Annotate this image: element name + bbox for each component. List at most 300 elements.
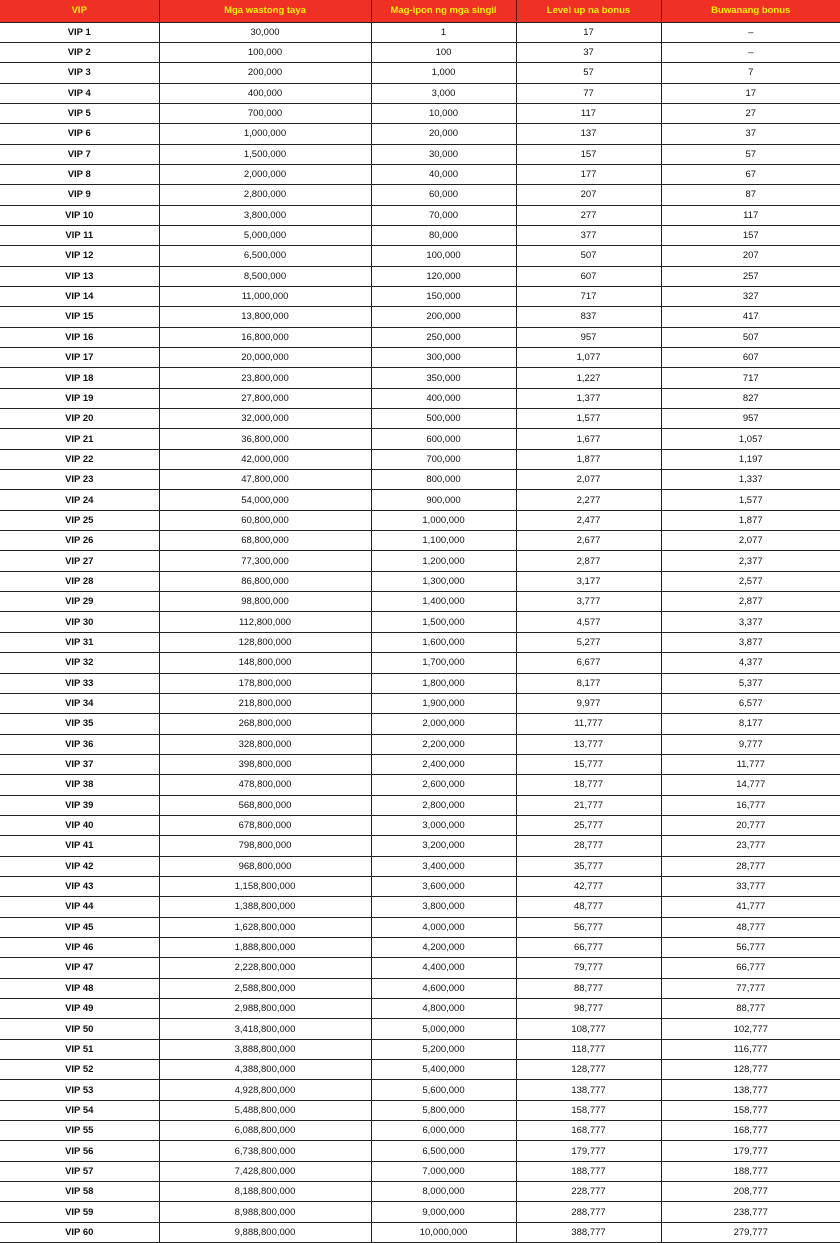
- level-up-bonus-cell: 48,777: [516, 897, 661, 917]
- monthly-bonus-cell: 88,777: [661, 999, 840, 1019]
- table-row: [0, 795, 840, 815]
- monthly-bonus-cell: 11,777: [661, 754, 840, 774]
- vip-level-cell: VIP 7: [0, 144, 159, 164]
- vip-level-cell: VIP 29: [0, 592, 159, 612]
- deposits-cell: 8,000,000: [371, 1182, 516, 1202]
- monthly-bonus-cell: 17: [661, 83, 840, 103]
- level-up-bonus-cell: 2,077: [516, 470, 661, 490]
- valid-bets-cell: 7,428,800,000: [159, 1161, 371, 1181]
- valid-bets-cell: 178,800,000: [159, 673, 371, 693]
- vip-level-cell: VIP 20: [0, 409, 159, 429]
- level-up-bonus-cell: 117: [516, 103, 661, 123]
- deposits-cell: 1,000,000: [371, 510, 516, 530]
- table-row: [0, 225, 840, 245]
- vip-level-cell: VIP 27: [0, 551, 159, 571]
- valid-bets-cell: 5,488,800,000: [159, 1100, 371, 1120]
- vip-level-cell: VIP 28: [0, 571, 159, 591]
- vip-level-cell: VIP 3: [0, 63, 159, 83]
- deposits-cell: 20,000: [371, 124, 516, 144]
- monthly-bonus-cell: 28,777: [661, 856, 840, 876]
- deposits-cell: 9,000,000: [371, 1202, 516, 1222]
- vip-level-cell: VIP 48: [0, 978, 159, 998]
- table-row: [0, 388, 840, 408]
- vip-level-cell: VIP 16: [0, 327, 159, 347]
- valid-bets-cell: 112,800,000: [159, 612, 371, 632]
- valid-bets-cell: 200,000: [159, 63, 371, 83]
- table-row: [0, 185, 840, 205]
- deposits-cell: 70,000: [371, 205, 516, 225]
- table-row: [0, 1100, 840, 1120]
- table-row: [0, 1080, 840, 1100]
- level-up-bonus-cell: 15,777: [516, 754, 661, 774]
- monthly-bonus-cell: 138,777: [661, 1080, 840, 1100]
- deposits-cell: 1,300,000: [371, 571, 516, 591]
- level-up-bonus-cell: 42,777: [516, 876, 661, 896]
- deposits-cell: 2,200,000: [371, 734, 516, 754]
- table-row: [0, 144, 840, 164]
- deposits-cell: 80,000: [371, 225, 516, 245]
- valid-bets-cell: 8,188,800,000: [159, 1182, 371, 1202]
- monthly-bonus-cell: 48,777: [661, 917, 840, 937]
- deposits-cell: 3,200,000: [371, 836, 516, 856]
- vip-level-cell: VIP 13: [0, 266, 159, 286]
- deposits-cell: 2,800,000: [371, 795, 516, 815]
- valid-bets-cell: 23,800,000: [159, 368, 371, 388]
- level-up-bonus-cell: 77: [516, 83, 661, 103]
- monthly-bonus-cell: 41,777: [661, 897, 840, 917]
- table-row: [0, 470, 840, 490]
- vip-level-cell: VIP 2: [0, 42, 159, 62]
- level-up-bonus-cell: 118,777: [516, 1039, 661, 1059]
- vip-level-cell: VIP 21: [0, 429, 159, 449]
- vip-level-cell: VIP 40: [0, 815, 159, 835]
- level-up-bonus-cell: 188,777: [516, 1161, 661, 1181]
- deposits-cell: 1,500,000: [371, 612, 516, 632]
- monthly-bonus-cell: –: [661, 22, 840, 42]
- monthly-bonus-cell: 14,777: [661, 775, 840, 795]
- valid-bets-cell: 8,988,800,000: [159, 1202, 371, 1222]
- valid-bets-cell: 1,388,800,000: [159, 897, 371, 917]
- valid-bets-cell: 98,800,000: [159, 592, 371, 612]
- level-up-bonus-cell: 1,677: [516, 429, 661, 449]
- vip-level-cell: VIP 10: [0, 205, 159, 225]
- vip-level-cell: VIP 55: [0, 1121, 159, 1141]
- monthly-bonus-cell: 179,777: [661, 1141, 840, 1161]
- vip-level-cell: VIP 26: [0, 531, 159, 551]
- level-up-bonus-cell: 2,677: [516, 531, 661, 551]
- valid-bets-cell: 1,500,000: [159, 144, 371, 164]
- valid-bets-cell: 1,888,800,000: [159, 937, 371, 957]
- monthly-bonus-cell: 2,577: [661, 571, 840, 591]
- deposits-cell: 1,100,000: [371, 531, 516, 551]
- table-row: [0, 286, 840, 306]
- vip-level-cell: VIP 1: [0, 22, 159, 42]
- deposits-cell: 6,000,000: [371, 1121, 516, 1141]
- level-up-bonus-cell: 388,777: [516, 1222, 661, 1242]
- level-up-bonus-cell: 377: [516, 225, 661, 245]
- deposits-cell: 2,000,000: [371, 714, 516, 734]
- valid-bets-cell: 9,888,800,000: [159, 1222, 371, 1242]
- vip-level-cell: VIP 9: [0, 185, 159, 205]
- level-up-bonus-cell: 66,777: [516, 937, 661, 957]
- valid-bets-cell: 32,000,000: [159, 409, 371, 429]
- deposits-cell: 5,000,000: [371, 1019, 516, 1039]
- valid-bets-cell: 2,588,800,000: [159, 978, 371, 998]
- deposits-cell: 250,000: [371, 327, 516, 347]
- level-up-bonus-cell: 177: [516, 164, 661, 184]
- deposits-cell: 3,800,000: [371, 897, 516, 917]
- header-valid-bets: Mga wastong taya: [159, 0, 371, 22]
- vip-level-cell: VIP 17: [0, 348, 159, 368]
- deposits-cell: 150,000: [371, 286, 516, 306]
- monthly-bonus-cell: 56,777: [661, 937, 840, 957]
- monthly-bonus-cell: 6,577: [661, 693, 840, 713]
- vip-level-cell: VIP 6: [0, 124, 159, 144]
- valid-bets-cell: 6,088,800,000: [159, 1121, 371, 1141]
- deposits-cell: 100,000: [371, 246, 516, 266]
- deposits-cell: 40,000: [371, 164, 516, 184]
- valid-bets-cell: 2,000,000: [159, 164, 371, 184]
- level-up-bonus-cell: 607: [516, 266, 661, 286]
- table-row: [0, 531, 840, 551]
- valid-bets-cell: 6,738,800,000: [159, 1141, 371, 1161]
- level-up-bonus-cell: 4,577: [516, 612, 661, 632]
- table-row: [0, 124, 840, 144]
- table-row: [0, 409, 840, 429]
- level-up-bonus-cell: 2,277: [516, 490, 661, 510]
- level-up-bonus-cell: 25,777: [516, 815, 661, 835]
- monthly-bonus-cell: 7: [661, 63, 840, 83]
- valid-bets-cell: 400,000: [159, 83, 371, 103]
- deposits-cell: 2,600,000: [371, 775, 516, 795]
- table-row: [0, 449, 840, 469]
- level-up-bonus-cell: 1,377: [516, 388, 661, 408]
- table-header-row: [0, 0, 840, 22]
- header-level-up-bonus: Level up na bonus: [516, 0, 661, 22]
- level-up-bonus-cell: 3,177: [516, 571, 661, 591]
- vip-level-cell: VIP 18: [0, 368, 159, 388]
- valid-bets-cell: 11,000,000: [159, 286, 371, 306]
- valid-bets-cell: 268,800,000: [159, 714, 371, 734]
- deposits-cell: 3,000,000: [371, 815, 516, 835]
- vip-level-cell: VIP 60: [0, 1222, 159, 1242]
- monthly-bonus-cell: 16,777: [661, 795, 840, 815]
- deposits-cell: 350,000: [371, 368, 516, 388]
- valid-bets-cell: 27,800,000: [159, 388, 371, 408]
- vip-level-cell: VIP 31: [0, 632, 159, 652]
- vip-level-cell: VIP 59: [0, 1202, 159, 1222]
- deposits-cell: 7,000,000: [371, 1161, 516, 1181]
- table-row: [0, 734, 840, 754]
- vip-level-cell: VIP 45: [0, 917, 159, 937]
- table-row: [0, 510, 840, 530]
- vip-level-cell: VIP 58: [0, 1182, 159, 1202]
- deposits-cell: 200,000: [371, 307, 516, 327]
- vip-level-cell: VIP 15: [0, 307, 159, 327]
- vip-level-cell: VIP 32: [0, 653, 159, 673]
- header-monthly-bonus: Buwanang bonus: [661, 0, 840, 22]
- vip-level-cell: VIP 22: [0, 449, 159, 469]
- deposits-cell: 1,700,000: [371, 653, 516, 673]
- monthly-bonus-cell: 102,777: [661, 1019, 840, 1039]
- deposits-cell: 10,000,000: [371, 1222, 516, 1242]
- vip-level-cell: VIP 12: [0, 246, 159, 266]
- table-row: [0, 205, 840, 225]
- valid-bets-cell: 36,800,000: [159, 429, 371, 449]
- level-up-bonus-cell: 957: [516, 327, 661, 347]
- vip-level-cell: VIP 57: [0, 1161, 159, 1181]
- table-row: [0, 937, 840, 957]
- level-up-bonus-cell: 2,877: [516, 551, 661, 571]
- table-row: [0, 1161, 840, 1181]
- deposits-cell: 4,000,000: [371, 917, 516, 937]
- deposits-cell: 800,000: [371, 470, 516, 490]
- level-up-bonus-cell: 1,227: [516, 368, 661, 388]
- table-row: [0, 103, 840, 123]
- vip-level-cell: VIP 24: [0, 490, 159, 510]
- vip-level-cell: VIP 56: [0, 1141, 159, 1161]
- monthly-bonus-cell: 1,877: [661, 510, 840, 530]
- monthly-bonus-cell: 66,777: [661, 958, 840, 978]
- vip-level-cell: VIP 34: [0, 693, 159, 713]
- vip-level-cell: VIP 50: [0, 1019, 159, 1039]
- monthly-bonus-cell: 23,777: [661, 836, 840, 856]
- table-row: [0, 266, 840, 286]
- table-row: [0, 693, 840, 713]
- table-row: [0, 592, 840, 612]
- deposits-cell: 3,600,000: [371, 876, 516, 896]
- valid-bets-cell: 2,988,800,000: [159, 999, 371, 1019]
- monthly-bonus-cell: 157: [661, 225, 840, 245]
- valid-bets-cell: 54,000,000: [159, 490, 371, 510]
- monthly-bonus-cell: 3,377: [661, 612, 840, 632]
- level-up-bonus-cell: 37: [516, 42, 661, 62]
- level-up-bonus-cell: 168,777: [516, 1121, 661, 1141]
- deposits-cell: 10,000: [371, 103, 516, 123]
- valid-bets-cell: 100,000: [159, 42, 371, 62]
- level-up-bonus-cell: 108,777: [516, 1019, 661, 1039]
- valid-bets-cell: 86,800,000: [159, 571, 371, 591]
- vip-level-cell: VIP 42: [0, 856, 159, 876]
- level-up-bonus-cell: 1,877: [516, 449, 661, 469]
- valid-bets-cell: 678,800,000: [159, 815, 371, 835]
- table-row: [0, 1182, 840, 1202]
- monthly-bonus-cell: 1,197: [661, 449, 840, 469]
- valid-bets-cell: 8,500,000: [159, 266, 371, 286]
- level-up-bonus-cell: 2,477: [516, 510, 661, 530]
- level-up-bonus-cell: 8,177: [516, 673, 661, 693]
- vip-level-cell: VIP 41: [0, 836, 159, 856]
- monthly-bonus-cell: 3,877: [661, 632, 840, 652]
- deposits-cell: 1: [371, 22, 516, 42]
- monthly-bonus-cell: 9,777: [661, 734, 840, 754]
- valid-bets-cell: 1,628,800,000: [159, 917, 371, 937]
- vip-level-cell: VIP 49: [0, 999, 159, 1019]
- valid-bets-cell: 148,800,000: [159, 653, 371, 673]
- table-row: [0, 348, 840, 368]
- level-up-bonus-cell: 157: [516, 144, 661, 164]
- valid-bets-cell: 60,800,000: [159, 510, 371, 530]
- valid-bets-cell: 4,388,800,000: [159, 1060, 371, 1080]
- deposits-cell: 700,000: [371, 449, 516, 469]
- deposits-cell: 4,200,000: [371, 937, 516, 957]
- level-up-bonus-cell: 207: [516, 185, 661, 205]
- valid-bets-cell: 568,800,000: [159, 795, 371, 815]
- level-up-bonus-cell: 179,777: [516, 1141, 661, 1161]
- monthly-bonus-cell: 1,057: [661, 429, 840, 449]
- level-up-bonus-cell: 79,777: [516, 958, 661, 978]
- level-up-bonus-cell: 18,777: [516, 775, 661, 795]
- deposits-cell: 300,000: [371, 348, 516, 368]
- table-row: [0, 1141, 840, 1161]
- vip-level-cell: VIP 11: [0, 225, 159, 245]
- table-body: [0, 22, 840, 1243]
- table-row: [0, 327, 840, 347]
- monthly-bonus-cell: 8,177: [661, 714, 840, 734]
- valid-bets-cell: 968,800,000: [159, 856, 371, 876]
- table-row: [0, 1019, 840, 1039]
- table-row: [0, 83, 840, 103]
- vip-level-cell: VIP 25: [0, 510, 159, 530]
- monthly-bonus-cell: 238,777: [661, 1202, 840, 1222]
- level-up-bonus-cell: 56,777: [516, 917, 661, 937]
- valid-bets-cell: 328,800,000: [159, 734, 371, 754]
- valid-bets-cell: 6,500,000: [159, 246, 371, 266]
- vip-level-cell: VIP 33: [0, 673, 159, 693]
- table-row: [0, 22, 840, 42]
- monthly-bonus-cell: 87: [661, 185, 840, 205]
- level-up-bonus-cell: 9,977: [516, 693, 661, 713]
- level-up-bonus-cell: 17: [516, 22, 661, 42]
- table-row: [0, 1121, 840, 1141]
- vip-level-cell: VIP 14: [0, 286, 159, 306]
- deposits-cell: 30,000: [371, 144, 516, 164]
- valid-bets-cell: 4,928,800,000: [159, 1080, 371, 1100]
- table-row: [0, 815, 840, 835]
- valid-bets-cell: 20,000,000: [159, 348, 371, 368]
- monthly-bonus-cell: 116,777: [661, 1039, 840, 1059]
- level-up-bonus-cell: 228,777: [516, 1182, 661, 1202]
- valid-bets-cell: 1,158,800,000: [159, 876, 371, 896]
- deposits-cell: 2,400,000: [371, 754, 516, 774]
- vip-level-cell: VIP 44: [0, 897, 159, 917]
- valid-bets-cell: 5,000,000: [159, 225, 371, 245]
- level-up-bonus-cell: 98,777: [516, 999, 661, 1019]
- table-row: [0, 307, 840, 327]
- table-row: [0, 673, 840, 693]
- table-row: [0, 551, 840, 571]
- table-row: [0, 490, 840, 510]
- valid-bets-cell: 3,418,800,000: [159, 1019, 371, 1039]
- monthly-bonus-cell: 327: [661, 286, 840, 306]
- vip-level-cell: VIP 43: [0, 876, 159, 896]
- header-vip: VIP: [0, 0, 159, 22]
- table-row: [0, 775, 840, 795]
- deposits-cell: 1,900,000: [371, 693, 516, 713]
- level-up-bonus-cell: 1,577: [516, 409, 661, 429]
- deposits-cell: 4,800,000: [371, 999, 516, 1019]
- monthly-bonus-cell: 207: [661, 246, 840, 266]
- table-row: [0, 1039, 840, 1059]
- table-row: [0, 958, 840, 978]
- monthly-bonus-cell: 957: [661, 409, 840, 429]
- level-up-bonus-cell: 158,777: [516, 1100, 661, 1120]
- valid-bets-cell: 798,800,000: [159, 836, 371, 856]
- level-up-bonus-cell: 11,777: [516, 714, 661, 734]
- deposits-cell: 5,400,000: [371, 1060, 516, 1080]
- table-row: [0, 917, 840, 937]
- monthly-bonus-cell: 417: [661, 307, 840, 327]
- monthly-bonus-cell: 827: [661, 388, 840, 408]
- level-up-bonus-cell: 128,777: [516, 1060, 661, 1080]
- level-up-bonus-cell: 35,777: [516, 856, 661, 876]
- deposits-cell: 500,000: [371, 409, 516, 429]
- deposits-cell: 400,000: [371, 388, 516, 408]
- table-row: [0, 246, 840, 266]
- deposits-cell: 3,400,000: [371, 856, 516, 876]
- valid-bets-cell: 13,800,000: [159, 307, 371, 327]
- deposits-cell: 60,000: [371, 185, 516, 205]
- monthly-bonus-cell: 607: [661, 348, 840, 368]
- table-row: [0, 978, 840, 998]
- deposits-cell: 1,000: [371, 63, 516, 83]
- valid-bets-cell: 77,300,000: [159, 551, 371, 571]
- vip-level-cell: VIP 23: [0, 470, 159, 490]
- valid-bets-cell: 1,000,000: [159, 124, 371, 144]
- valid-bets-cell: 2,228,800,000: [159, 958, 371, 978]
- monthly-bonus-cell: –: [661, 42, 840, 62]
- vip-level-cell: VIP 35: [0, 714, 159, 734]
- level-up-bonus-cell: 21,777: [516, 795, 661, 815]
- level-up-bonus-cell: 3,777: [516, 592, 661, 612]
- level-up-bonus-cell: 57: [516, 63, 661, 83]
- valid-bets-cell: 2,800,000: [159, 185, 371, 205]
- level-up-bonus-cell: 13,777: [516, 734, 661, 754]
- valid-bets-cell: 47,800,000: [159, 470, 371, 490]
- deposits-cell: 1,400,000: [371, 592, 516, 612]
- vip-level-cell: VIP 39: [0, 795, 159, 815]
- level-up-bonus-cell: 1,077: [516, 348, 661, 368]
- monthly-bonus-cell: 2,877: [661, 592, 840, 612]
- table-row: [0, 612, 840, 632]
- level-up-bonus-cell: 137: [516, 124, 661, 144]
- vip-level-cell: VIP 4: [0, 83, 159, 103]
- vip-level-cell: VIP 46: [0, 937, 159, 957]
- monthly-bonus-cell: 77,777: [661, 978, 840, 998]
- vip-level-cell: VIP 52: [0, 1060, 159, 1080]
- monthly-bonus-cell: 2,377: [661, 551, 840, 571]
- vip-level-cell: VIP 36: [0, 734, 159, 754]
- table-row: [0, 1060, 840, 1080]
- table-row: [0, 653, 840, 673]
- table-row: [0, 632, 840, 652]
- monthly-bonus-cell: 257: [661, 266, 840, 286]
- level-up-bonus-cell: 28,777: [516, 836, 661, 856]
- monthly-bonus-cell: 507: [661, 327, 840, 347]
- valid-bets-cell: 3,800,000: [159, 205, 371, 225]
- table-row: [0, 999, 840, 1019]
- deposits-cell: 5,600,000: [371, 1080, 516, 1100]
- monthly-bonus-cell: 57: [661, 144, 840, 164]
- monthly-bonus-cell: 208,777: [661, 1182, 840, 1202]
- level-up-bonus-cell: 717: [516, 286, 661, 306]
- level-up-bonus-cell: 5,277: [516, 632, 661, 652]
- deposits-cell: 1,600,000: [371, 632, 516, 652]
- monthly-bonus-cell: 128,777: [661, 1060, 840, 1080]
- deposits-cell: 3,000: [371, 83, 516, 103]
- deposits-cell: 120,000: [371, 266, 516, 286]
- table-row: [0, 571, 840, 591]
